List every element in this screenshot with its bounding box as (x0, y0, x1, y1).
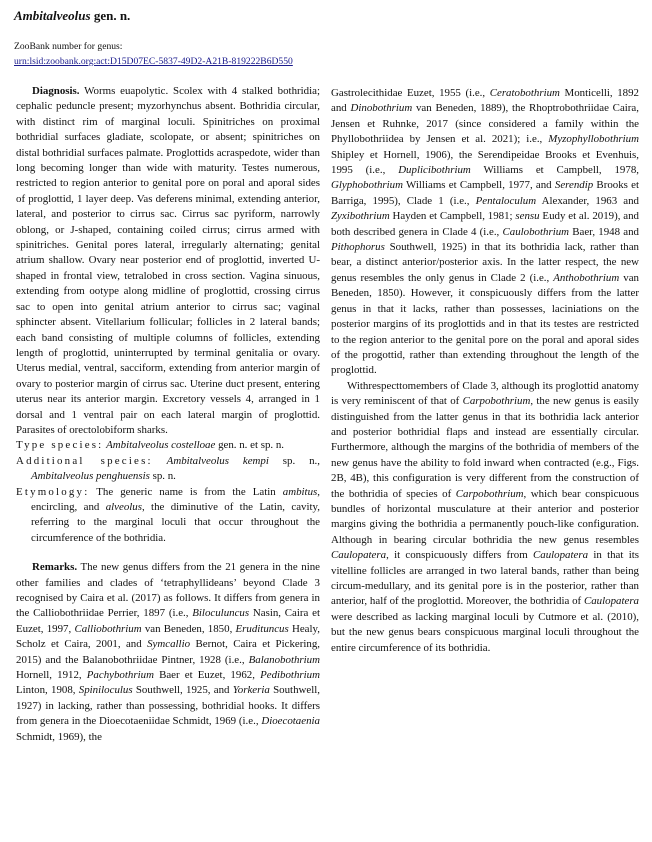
text-run: Schmidt, 1969), the (16, 730, 102, 743)
text-run: , it conspicuously differs from (386, 549, 533, 562)
genus-heading (14, 8, 130, 24)
additional-species-name-2: Ambitalveolus penghuensis (31, 470, 150, 483)
text-run: , the new genus is easily distinguished from the latter genus in that its bothridia lack anterior and posterior bothridial flaps and instead are essentially circular. Furthermore, although the margins of the bothridia of members of the new genus have the ability to fold inward when contracted (e.g., Figs. 2B, 4B), this configuration is very different from the construction of the bothridia of species of (331, 395, 640, 500)
etymology-text: The generic name is from the Latin (89, 485, 283, 498)
taxon-name: Myzophyllobothrium (548, 133, 639, 146)
additional-species-sep: sp. n., (268, 454, 320, 467)
taxon-name: Caulopatera (331, 549, 387, 562)
taxon-name: Pachybothrium (86, 669, 154, 682)
text-run: Eudy et al. 2019), and both described genera in Clade 4 (i.e., (331, 210, 639, 238)
text-run: Withrespecttomembers of Clade 3, although its proglottid anatomy is very reminiscent of that of (331, 379, 639, 408)
etymology-text: , encircling, and (31, 485, 320, 513)
taxon-name: Carpobothrium (462, 395, 531, 408)
type-species-label: Type species: (16, 439, 104, 452)
genus-name: Ambitalveolus (14, 8, 91, 23)
taxon-name: Pedibothrium (260, 669, 320, 682)
text-run: Williams et Campbell, 1978, (470, 164, 639, 177)
clade3-paragraph (331, 379, 639, 656)
diagnosis-paragraph (16, 84, 320, 438)
text-run: Healy, Scholz et Caira, 2001, and (16, 622, 320, 651)
text-run: Bernot, Caira et Pickering, 2015) and the Balanobothriidae Pintner, 1928 (i.e., (16, 638, 320, 666)
text-run: The new genus differs from the 21 genera in the nine other families and clades of ‘tetraphyllideans’ beyond Clade 3 recognised by Caira et al. (2017) as follows. It differs from genera in the Calliobothriidae Perrier, 1897 (i.e., (16, 561, 320, 620)
right-column (331, 86, 639, 656)
text-run: in that its vitelline follicles are arranged in two lateral bands, rather than being circum-medullary, and its genital pore is in the posterior, rather than anterior, half of the proglottid. Moreover, the bothridia of (331, 549, 639, 608)
text-run: Baer et Euzet, 1962, (153, 669, 261, 682)
text-run: Shipley et Hornell, 1906), the Serendipeidae Brooks et Evenhuis, 1995 (i.e., (331, 148, 639, 177)
taxon-name: Pentaloculum (475, 194, 537, 207)
remarks-body (16, 561, 320, 742)
type-species-name: Ambitalveolus costelloae (106, 439, 216, 452)
text-run: Brooks et Barriga, 1995), Clade 1 (i.e., (331, 179, 639, 207)
text-run: Alexander, 1963 and (536, 194, 640, 207)
zoobank-link[interactable]: urn:lsid:zoobank.org:act:D15D07EC-5837-49D2-A21B-819222B6D550 (14, 56, 293, 67)
text-run: Baer, 1948 and (569, 225, 639, 238)
taxon-name: Zyxibothrium (331, 210, 390, 223)
left-column (16, 84, 320, 745)
text-run: Hayden et Campbell, 1981; (389, 210, 516, 223)
text-run: Southwell, 1927) in lacking, rather than possessing, bothridial hooks. It differs from genera in the Dioecotaeniidae Schmidt, 1969 (i.e., (16, 684, 320, 728)
text-run: , which bear conspicuous bundles of horizontal musculature at their anterior and posterior margins giving the bothridia a permanently pouch-like configuration. Although in bearing circular bothridia the new genus resembles (331, 487, 639, 546)
taxon-name: Carpobothrium (455, 487, 524, 500)
text-run: were described as lacking marginal loculi by Cutmore et al. (2010), but the new genus bears conspicuous marginal loculi throughout the entire circumference of its bothridia. (331, 610, 639, 654)
taxon-name: Biloculuncus (192, 607, 250, 620)
text-run: Hornell, 1912, (16, 669, 87, 682)
taxon-name: sensu (515, 210, 540, 223)
diagnosis-label: Diagnosis. (32, 85, 80, 97)
taxon-name: Ceratobothrium (489, 87, 560, 99)
additional-species (16, 454, 320, 485)
taxon-name: Dinobothrium (350, 102, 413, 115)
taxon-name: Spiniloculus (78, 684, 133, 697)
taxon-name: Symcallio (147, 638, 191, 651)
text-run: Nasin, Caira et Euzet, 1997, (16, 607, 320, 635)
taxon-name: Duplicibothrium (398, 164, 471, 177)
diagnosis-text: Worms euapolytic. Scolex with 4 stalked bothridia; cephalic peduncle present; myzorhynchus absent. Bothridia circular, with distinct rim of marginal loculi. Spinitriches on proximal bothridial surfaces gladiate, scolopate, or absent; spinitriches on distal bothridial surfaces palmate. Proglottids acraspedote, wider than long becoming longer than wide with maturity. Testes numerous, restricted to region anterior to genital pore on poral and aporal sides of proglottid, 1 layer deep. Vas deferens minimal, extending anterior, lateral, and posterior to cirrus sac. Cirrus sac pyriform, narrowly oblong, or J-shaped, containing coiled cirrus; cirrus armed with spinitriches. Genital pores lateral, irregularly alternating; genital atrium shallow. Ovary near posterior end of proglottid, inverted U-shaped in frontal view, tetralobed in cross section. Vagina sinuous, extending from ootype along midline of proglottid, crossing cirrus sac to open into genital atrium anterior to cirrus sac; vaginal sphincter absent. Vitellarium follicular; follicles in 2 lateral bands; each band consisting of multiple columns of follicles, extending length of proglottid, uninterrupted by terminal genitalia or ovary. Uterus medial, ventral, sacciform, extending from anterior margin of ovary to posterior margin of cirrus sac. Uterine duct present, entering uterus near its anterior margin. Excretory vessels 4, arranged in 1 dorsal and 1 ventral pair on each lateral margin of proglottid. Parasites of orectolobiform sharks. (16, 85, 320, 436)
remarks-continuation (331, 86, 639, 379)
taxon-name: Serendip (554, 179, 594, 192)
etymology (16, 485, 320, 547)
remarks-paragraph (16, 560, 320, 745)
taxon-name: Anthobothrium (553, 271, 620, 284)
additional-species-suffix: sp. n. (149, 470, 176, 483)
taxon-name: Caulopatera (583, 595, 639, 608)
text-run: van Beneden, 1850, (141, 622, 236, 635)
text-run: Southwell, 1925) in that its bothridia lack, rather than bear, a distinct anterior/posterior axis. In the latter respect, the new genus resembles the only genus in Clade 2 (i.e., (331, 241, 639, 284)
type-species (16, 438, 320, 453)
text-run: van Beneden, 1889), the Rhoptrobothriidae Caira, Jensen et Ruhnke, 2017 (since considered a family within the Phyllobothriidea by Jensen et al. 2021); i.e., (331, 102, 639, 146)
etymology-text: , the diminutive of the Latin, cavity, referring to the marginal loculi that occur throughout the circumference of the bothridia. (31, 500, 320, 544)
taxon-name: Balanobothrium (248, 653, 320, 666)
taxon-name: Caulobothrium (502, 225, 570, 238)
taxon-name: Glyphobothrium (331, 179, 403, 192)
taxon-name: Yorkeria (232, 684, 270, 697)
genus-suffix: gen. n. (90, 8, 131, 23)
text-run: Southwell, 1925, and (132, 684, 233, 697)
zoobank-label: ZooBank number for genus: (14, 41, 123, 52)
additional-species-label: Additional species: (16, 454, 153, 467)
taxon-name: Caulopatera (532, 549, 589, 562)
taxon-name: Dioecotaenia (261, 715, 320, 728)
text-run: Gastrolecithidae Euzet, 1955 (i.e., (331, 87, 490, 99)
text-run: Linton, 1908, (16, 684, 79, 697)
taxon-name: Pithophorus (331, 241, 385, 254)
text-run: Monticelli, 1892 and (331, 87, 639, 115)
etymology-word: alveolus (105, 500, 142, 513)
additional-species-name-1: Ambitalveolus kempi (166, 454, 269, 467)
etymology-word: ambitus (282, 485, 318, 498)
text-run: van Beneden, 1850). However, it conspicuously differs from the latter genus in that it lacks, rather than possesses, laciniations on the posterior margins of its proglottids and in that its testes are restricted to the region anterior to the genital pore on the poral and aporal sides of the progottid, rather than extending throughout the length of the proglottid. (331, 271, 639, 377)
type-species-suffix: gen. n. et sp. n. (215, 439, 285, 452)
remarks-label: Remarks. (32, 561, 78, 574)
taxon-name: Erudituncus (235, 622, 289, 635)
taxon-name: Calliobothrium (74, 622, 142, 635)
text-run: Williams et Campbell, 1977, and (403, 179, 555, 192)
etymology-label: Etymology: (16, 485, 90, 498)
